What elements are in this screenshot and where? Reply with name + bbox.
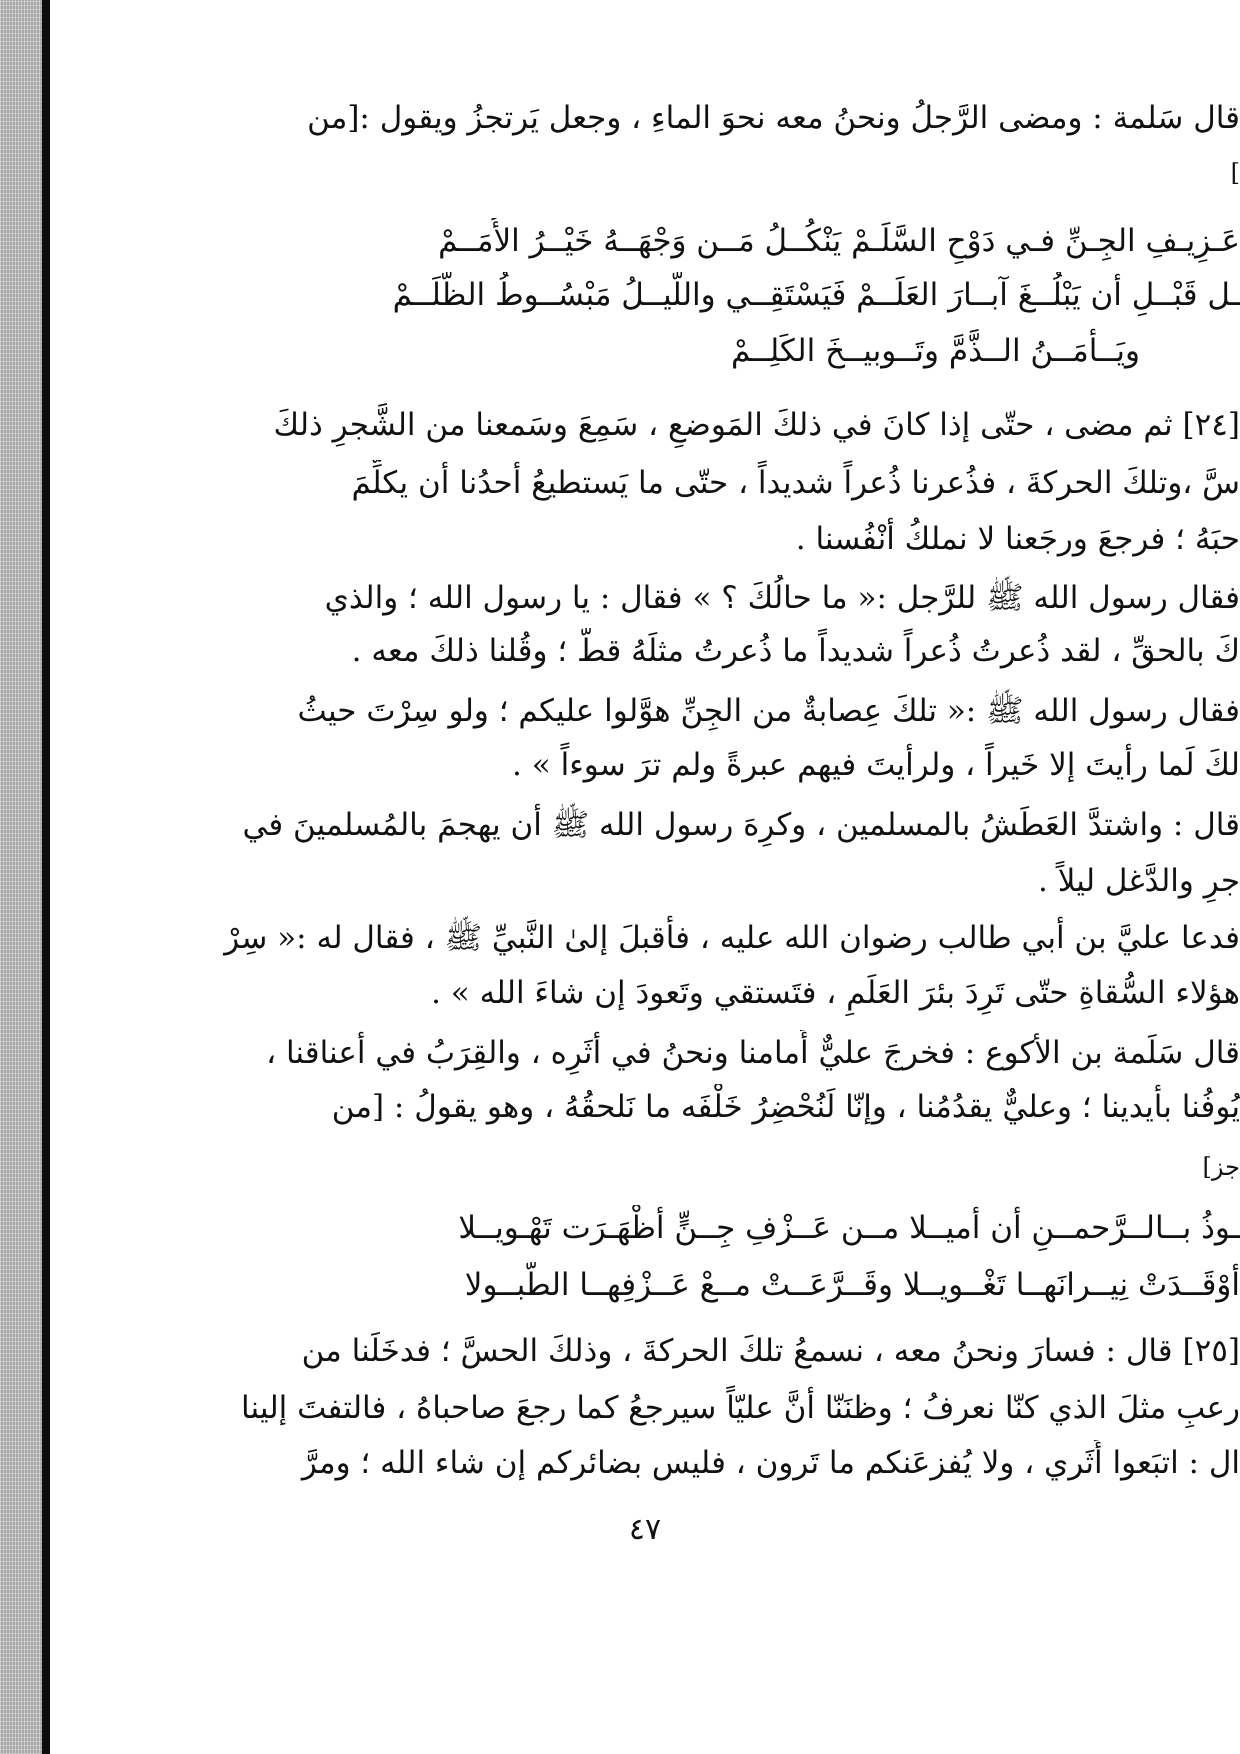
text-line: فدعا عليَّ بن أبي طالب رضوان الله عليه ، فأقبلَ إلىٰ النَّبيِّ ﷺ ، فقال له :« سِرْ [224,920,1240,956]
verse-line: ويَــأْمَــنُ الــذَّمَّ وتَــوبيــخَ الكَلِــمْ [731,333,1140,369]
text-line: [٢٥] قال : فسارَ ونحنُ معه ، نسمعُ تلكَ الحركةَ ، وذلكَ الحسَّ ؛ فدخَلَنا من [301,1333,1240,1369]
text-line: قال سَلمة : ومضى الرَّجلُ ونحنُ معه نحوَ الماءِ ، وجعل يَرتجزُ ويقول :[من [307,100,1240,136]
text-line: كَ بالحقِّ ، لقد ذُعرتُ ذُعراً شديداً ما ذُعرتُ مثلَهُ قطُّ ؛ وقُلنا ذلكَ معه . [351,633,1240,669]
text-line: جرِ والدَّغل ليلاً . [1038,863,1240,899]
binding-shadow [42,0,50,1754]
text-line: ال : اتبَعوا أَثَري ، ولا يُفزعَنكم ما تَرون ، فليس بضائركم إن شاء الله ؛ ومرَّ [301,1445,1240,1481]
page-number: ٤٧ [628,1512,662,1547]
text-line: حبَهُ ؛ فرجعَ ورجَعنا لا نملكُ أنْفُسنا . [795,521,1240,557]
text-line: [٢٤] ثم مضى ، حتّى إذا كانَ في ذلكَ المَوضعِ ، سَمِعَ وسَمعنا من الشَّجرِ ذلكَ [273,407,1240,443]
text-line: سَّ ،وتلكَ الحركةَ ، فذُعرنا ذُعراً شديداً ، حتّى ما يَستطيعُ أحدُنا أن يكلِّمَ [351,465,1240,501]
binding-edge [0,0,42,1754]
text-line: قال : واشتدَّ العَطَشُ بالمسلمين ، وكرِهَ رسول الله ﷺ أن يهجمَ بالمُسلمينَ في [242,807,1240,843]
text-line: يُوفُنا بأيدينا ؛ وعليٌّ يقدُمُنا ، وإنّا لَنُحْضِرُ خَلْفَه ما نَلحقُهُ ، وهو يقولُ : [من [331,1089,1240,1125]
verse-line: عَـزِيـفِ الجِـنِّ فـي دَوْحِ السَّلَـمْ يَنْكُــلُ مَــن وَجْهَــهُ خَيْــرُ الأُمَــمْ [438,223,1240,259]
meter-bracket: ] [1230,159,1240,187]
text-line: قال سَلَمة بن الأكوع : فخرجَ عليٌّ أَمامنا ونحنُ في أثَرِه ، والقِرَبُ في أعناقنا ، [266,1035,1240,1071]
text-line: هؤلاء السُّقاةِ حتّى تَرِدَ بئرَ العَلَمِ ، فتَستقي وتَعودَ إن شاءَ الله » . [431,975,1240,1011]
book-page [50,0,1240,1754]
text-line: فقال رسول الله ﷺ :« تلكَ عِصابةٌ من الجِنِّ هوَّلوا عليكم ؛ ولو سِرْتَ حيثُ [297,693,1240,729]
meter-bracket: جز] [1202,1153,1240,1181]
text-line: فقال رسول الله ﷺ للرَّجل :« ما حالُكَ ؟ » فقال : يا رسول الله ؛ والذي [324,580,1240,616]
verse-line: أوْقَــدَتْ نِيــرانَهــا تَغْــويــلا وقَــرَّعَــتْ مــعْ عَــزْفِهــا الطُّبــولا [464,1267,1240,1303]
verse-line: ـوذُ بــالــرَّحمــنِ أن أميــلا مــن عَــزْفِ جِــنٍّ أظْهَـرَت تَهْـويــلا [458,1210,1240,1246]
verse-line: ـل قَبْــلِ أن يَبْلُــغَ آبــارَ العَلَــمْ فَيَسْتَقِــي واللَّيــلُ مَبْسُــوطُ الظُّلَــمْ [392,277,1240,313]
text-line: رعبِ مثلَ الذي كنّا نعرفُ ؛ وظنَنّا أنَّ عليّاً سيرجعُ كما رجعَ صاحباهُ ، فالتفتَ إلينا [241,1390,1240,1426]
text-line: لكَ لَما رأيتَ إلا خَيراً ، ولرأيتَ فيهم عبرةً ولم ترَ سوءاً » . [512,747,1240,783]
